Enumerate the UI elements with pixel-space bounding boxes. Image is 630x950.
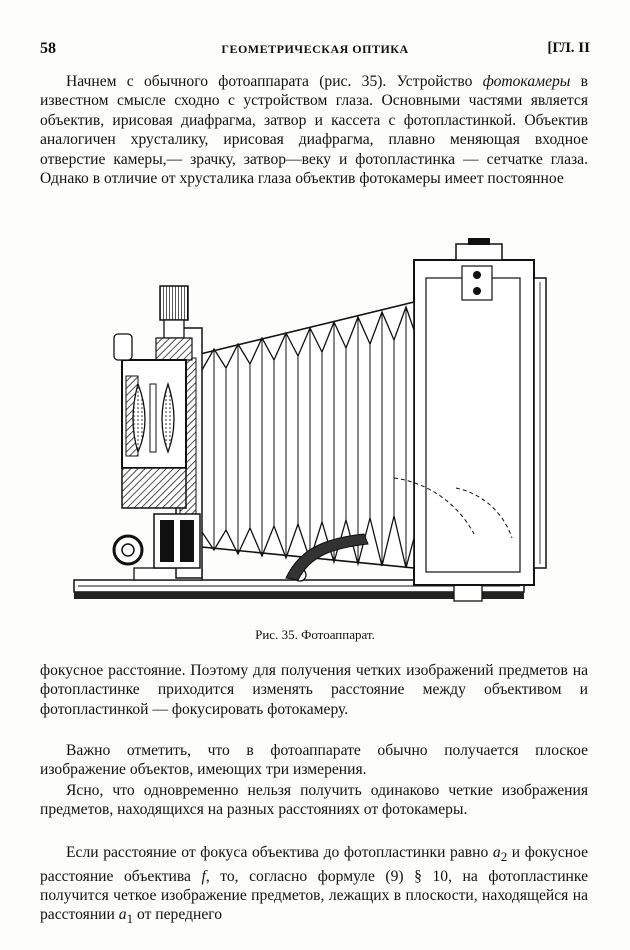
paragraph-camera-intro: [40, 72, 588, 188]
variable-subscript: 2: [500, 849, 508, 865]
camera-bellows-illustration: [64, 238, 576, 623]
chapter-marker: [ГЛ. II: [547, 40, 590, 56]
variable-subscript: 1: [126, 911, 134, 927]
paragraph-text: , то, согласно формуле (9) § 10, на фотопластинке получится четкое изображение предметов, лежащих в плоскости, находящейся на расстоянии: [40, 867, 589, 924]
rear-standard: [414, 238, 546, 585]
lens-assembly: [114, 286, 192, 508]
paragraph-text: от переднего: [133, 906, 223, 924]
paragraph-text: в известном смысле сходно с устройством глаза. Основными частями является объектив, ирисовая диафрагма, затвор и кассета с фотопластинкой. Объектив аналогичен хрусталику, ирисовая диафрагма, плавно меняющая входное отверстие камеры,— зрачку, затвор—веку и фотопластинка — сетчатке глаза. Однако в отличие от хрусталика глаза объектив фотокамеры имеет постоянное: [40, 73, 588, 188]
running-title: ГЕОМЕТРИЧЕСКАЯ ОПТИКА: [221, 42, 409, 56]
running-header: [40, 40, 590, 60]
paragraph-formula: [40, 843, 588, 929]
paragraph-text: Если расстояние от фокуса объектива до фотопластинки равно: [66, 844, 493, 861]
variable-f: f: [201, 867, 206, 885]
variable-a: a: [492, 844, 501, 861]
paragraph-flat-image: Важно отметить, что в фотоаппарате обычно получается плоское изображение объектов, имеющих три измерения.: [40, 742, 588, 779]
paragraph-text: Начнем с обычного фотоаппарата (рис. 35). Устройство: [66, 73, 483, 90]
page-number: 58: [40, 40, 56, 57]
emphasis-term: фотокамеры: [482, 73, 571, 90]
paragraph-depth: Ясно, что одновременно нельзя получить одинаково четкие изображения предметов, находящихся на разных расстояниях от фотокамеры.: [40, 782, 588, 819]
paragraph-text: и фокусное расстояние объектива: [40, 844, 589, 885]
variable-a: a: [118, 906, 127, 924]
figure-caption: Рис. 35. Фотоаппарат.: [255, 627, 375, 642]
paragraph-focusing: фокусное расстояние. Поэтому для получения четких изображений предметов на фотопластинке приходится изменять расстояние между объективом и фотопластинкой — фокусировать фотокамеру.: [40, 662, 588, 718]
